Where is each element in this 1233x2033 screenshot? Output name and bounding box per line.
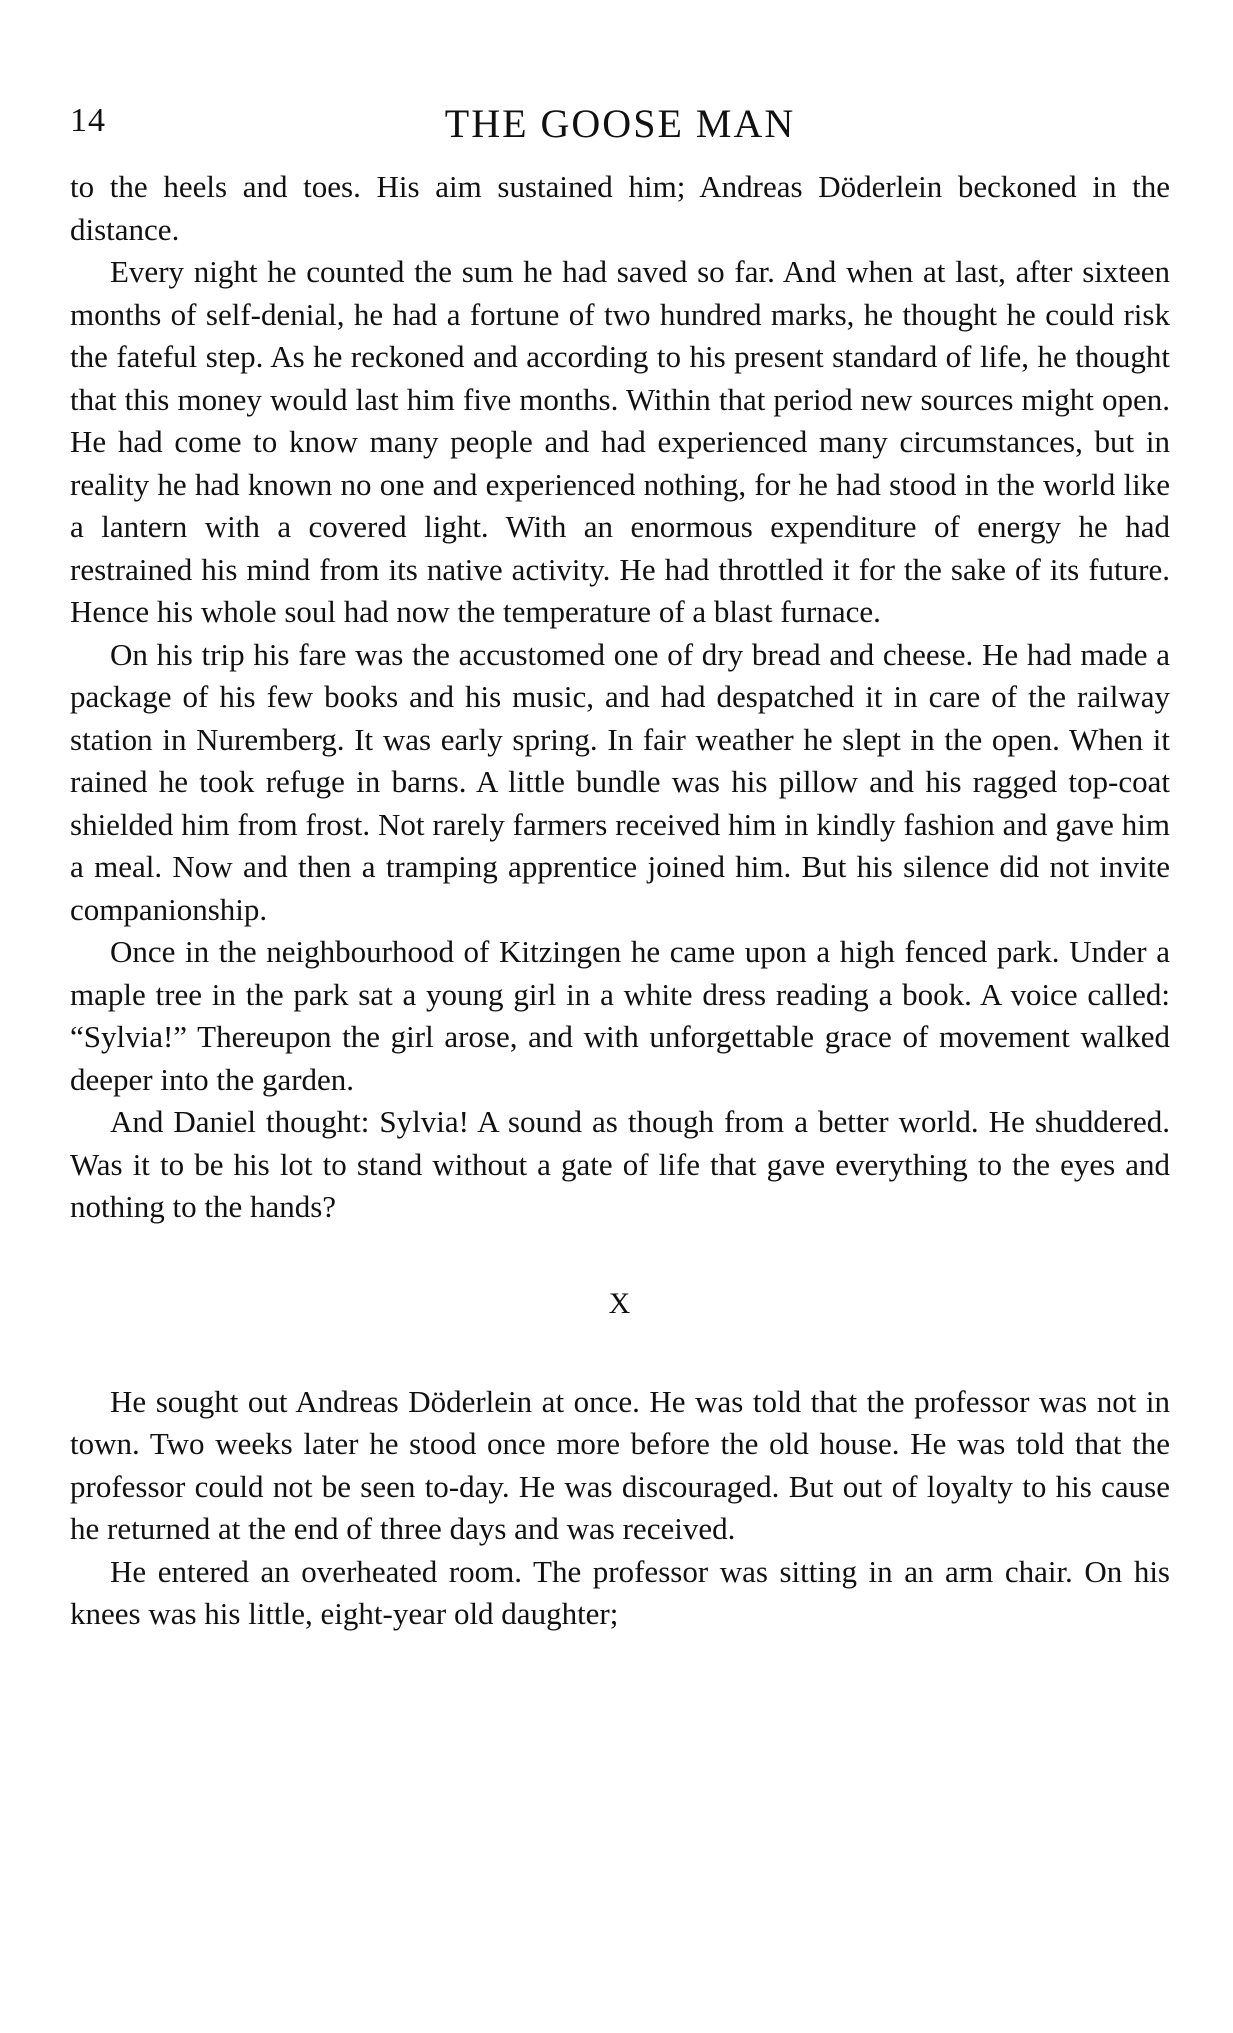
book-page [70, 92, 1170, 1636]
paragraph-continued: to the heels and toes. His aim sustained him; Andreas Döderlein beckoned in the distance. [70, 169, 1170, 247]
paragraph: Every night he counted the sum he had saved so far. And when at last, after sixteen months of self-denial, he had a fortune of two hundred marks, he thought he could risk the fateful step. As he reckoned and according to his present standard of life, he thought that this money would last him five months. Within that period new sources might open. He had come to know many people and had experienced many circumstances, but in reality he had known no one and experienced nothing, for he had stood in the world like a lantern with a covered light. With an enormous expenditure of energy he had restrained his mind from its native activity. He had throttled it for the sake of its future. Hence his whole soul had now the temperature of a blast furnace. [70, 254, 1170, 629]
paragraph: He sought out Andreas Döderlein at once. He was told that the professor was not in town. Two weeks later he stood once more before the old house. He was told that the professor could not be seen to-day. He was discouraged. But out of loyalty to his cause he returned at the end of three days and was received. [70, 1383, 1170, 1546]
paragraph: He entered an overheated room. The professor was sitting in an arm chair. On his knees was his little, eight-year old daughter; [70, 1553, 1170, 1631]
body-text [70, 166, 1170, 1636]
paragraph: On his trip his fare was the accustomed one of dry bread and cheese. He had made a package of his few books and his music, and had despatched it in care of the railway station in Nuremberg. It was early spring. In fair weather he slept in the open. When it rained he took refuge in barns. A little bundle was his pillow and his ragged top-coat shielded him from frost. Not rarely farmers received him in kindly fashion and gave him a meal. Now and then a tramping apprentice joined him. But his silence did not invite companionship. [70, 636, 1170, 927]
running-head [70, 92, 1170, 152]
section-heading: X [608, 1286, 632, 1320]
running-title: THE GOOSE MAN [444, 101, 796, 146]
paragraph: And Daniel thought: Sylvia! A sound as though from a better world. He shuddered. Was it to be his lot to stand without a gate of life that gave everything to the eyes and nothing to the hands? [70, 1104, 1170, 1224]
paragraph: Once in the neighbourhood of Kitzingen he came upon a high fenced park. Under a maple tree in the park sat a young girl in a white dress reading a book. A voice called: “Sylvia!” Thereupon the girl arose, and with unforgettable grace of movement walked deeper into the garden. [70, 934, 1170, 1097]
page-number: 14 [70, 102, 106, 139]
